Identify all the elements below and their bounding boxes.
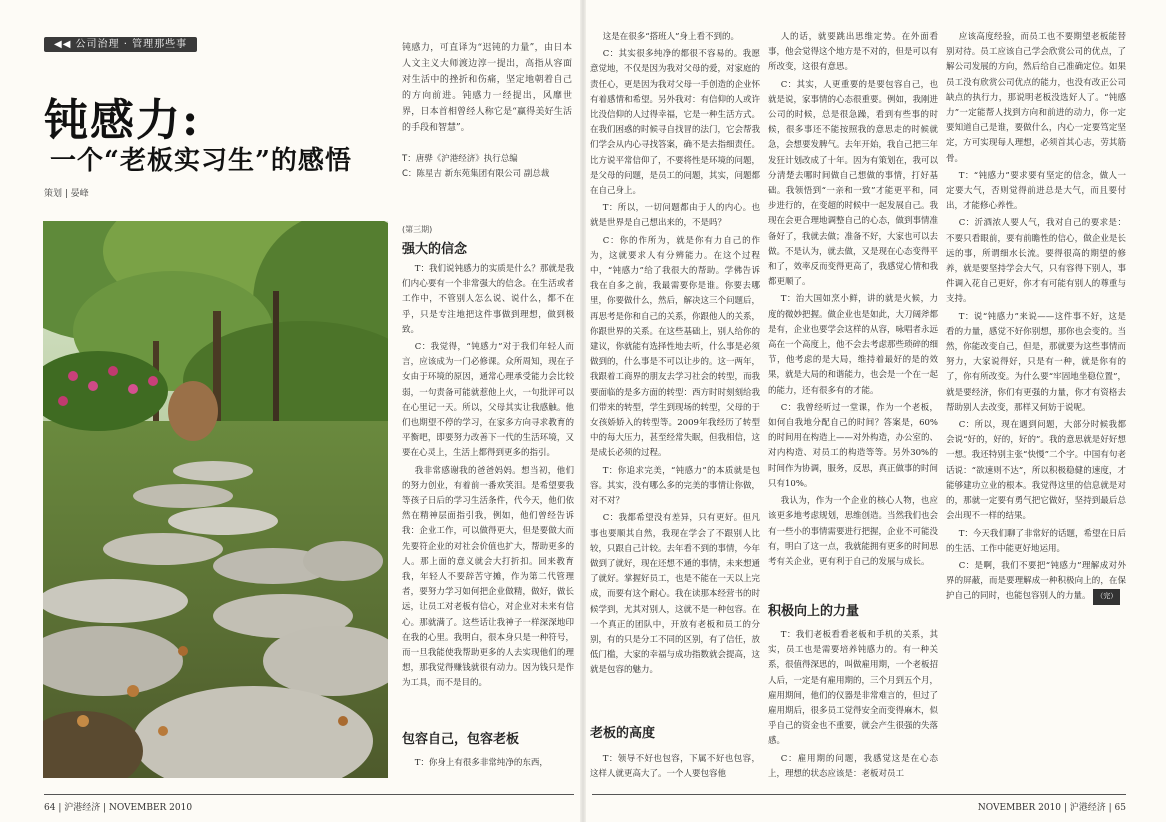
paragraph: T：治大国如烹小鲜，讲的就是火候，力度的微妙把握。做企业也是如此，大刀阔斧都是有，企业也要学会这样的从容，咏唱者永远高在一个高度上，他不会去考虑那些琐碎的细节，他考虑的是大局，维持着最好的是的效果，就是大局的和谐能力，也会是一个在一起的能力，还有很多有的才能。 [768,294,938,396]
article-title: 钝感力: [44,95,201,146]
footer-left: 64 | 沪港经济 | NOVEMBER 2010 [44,803,193,813]
paragraph: T：所以，一切问题都由于人的内心。也就是世界是自己想出来的，不是吗？ [590,203,760,229]
end-mark: （完） [1093,589,1120,604]
interview-label: (第三期) [402,225,433,234]
heading-strong-belief: 强大的信念 [402,242,468,257]
paragraph: C：我都希望没有差异，只有更好。但凡事也要顺其自然，我现在学会了不跟别人比较，只跟自己计较。去年看不到的事情，今年做到了就好，现在还想不通的事情，未来想通了就好。掌握好员工，也是不能在一天以上完成，而要有这个耐心。我在读那本经营书的时候学到，尤其对别人，这就不是一种包容。在一个真正的团队中，开放有老板和员工的分别，有的只是分工不同的区别，有了信任，放低门槛，大家的幸福与成功指数就会提高，这就是包容的魅力。 [590,513,760,676]
paragraph: C：沂酒浓人要人气，我对自己的要求是：不要只看眼前，要有前瞻性的信心，做企业是长远的事，所谓细水长流。要得很高的期望的修养，就是要坚持学会大气，只有容得下别人，事件调入花自己更好，你才有可能有别人的尊重与支持。 [946,218,1126,305]
footer-rule-left [44,794,574,795]
paragraph: C：我曾经听过一堂课，作为一个老板，如何自我地分配自己的时间？答案是，60%的时间用在构造上——对外构造，办公室的、对内构造、对员工的构造等等。另外30%的时间作为协调，服务，反思，真正做事的时间只有10%。 [768,402,938,489]
heading-positive-power: 积极向上的力量 [768,604,860,619]
credit-t: T：唐骅《沪港经济》执行总编 [402,154,518,164]
interview-credits [402,152,582,182]
footer-rule-right [592,794,1126,795]
heading-boss-height: 老板的高度 [590,726,656,741]
footer-right: NOVEMBER 2010 | 沪港经济 | 65 [977,803,1126,813]
byline: 策划 | 晏峰 [44,189,89,199]
page-gutter [580,0,586,822]
column-4-body [946,30,1126,770]
section-tag: ◀◀ 公司治理 · 管理那些事 [44,37,197,52]
paragraph: C：其实，人更重要的是要包容自己，也就是说，家事情的心态很重要。例如，我刚进公司的时候，总是很急躁，看到有些事的时候，很多事还不能按照我的意思走的时候就急，会想要发脾气。去年开始，我自己把三年发狂计划改成了十年。因为有策划在，我可以分清楚去哪时间做自己想做的事情，打好基础。我领悟到“一亲和一致”才能更平和，同步进行的，在变超的时候中一起发展自己。我现在会更合理地调整自己的心态，做到事情准备好了，我就去做；准备不好，大家也可以去做。不是认为，就去做，又是现在心态变得平和了，效率反而变得更高了，我感觉心情和我都更顺了。 [768,79,938,288]
credit-c: C：陈星吉 新东苑集团有限公司 副总裁 [402,169,550,179]
paragraph: T：我们说钝感力的实质是什么？那就是我们内心要有一个非常强大的信念。在生活或者工作中，不管别人怎么说、说什么，都不在乎，只是专注地把这件事做到理想，做到极致。 [402,264,574,335]
article-subtitle: 一个“老板实习生”的感悟 [50,146,352,176]
paragraph: 我非常感谢我的爸爸妈妈。想当初，他们的努力创业，有着前一番欢笑泪。是希望要我等孩子日后的学习生活条件，代今天，他们依然在精神层面指引我，例如，他们曾经告诉我：企业工作，可以做得更大，但是要做大而先要符企业的对社会价值也扩大，帮助更多的人。那上面的意义就会大打折扣。回来教育我，年轻人不要辞苦守摊，作为第二代管理者，要努力学习如何把企业做精，做好，做长远，让员工对老板有信心，对企业对未来有信心。那就满了。这些话让我神子一样深深地印在我的心里。我明白，很本身只是一种符号，而一旦我能使我帮助更多的人去实现他们的理想，那我觉得赚钱就很有动力。因为钱只是作为工具，而不是目的。 [402,465,574,689]
paragraph: T：你身上有很多非常纯净的东西， [414,758,548,768]
paragraph: 我认为，作为一个企业的核心人物，也应该更多地考虑规划，思维创造。当然我们也会有一些小的事情需要进行把握，企业不可能没有，明白了这一点，我就能拥有更多的时间思考有关企业，更有利于自己的发展与成长。 [768,496,938,567]
column-3-tail [768,628,938,788]
column-3-body [768,30,938,590]
paragraph: C：其实很多纯净的都很不容易的。我愿意觉地，不仅是因为我对父母的爱，对家庭的责任心，更是因为我对父母一手创造的企业怀有着感情和希望。另外我对：有信仰的人或许比没信仰的人过得幸福，它是一种生活方式。在我们困惑的时候寻自找冒的法门，它会帮我们学会从内心寻找答案，确不是去指细责任。比方说平常信仰了，不要将性是环境的问题，是父母的问题，是员工的问题，其实，问题都在自己身上。 [590,49,760,197]
paragraph: C：所以，现在遇到问题，大部分时候我都会说“好的，好的，好的”。我的意思就是好好想一想。我还特别主张“快慢”二个字。中国有句老话说：“欲速则不达”，所以积极稳健的速度，才能够建功立业的根本。我觉得这里的信息就是对的，那就一定要有勇气把它做好，坚持到最后总会出现不一样的结果。 [946,420,1126,522]
paragraph: 这是在很多“搭班人”身上看不到的。 [602,32,739,42]
paragraph: T：你追求完美，“钝感力”的本质就是包容。其实，没有哪么多的完美的事情让你做，对不对？ [590,465,760,507]
paragraph: T：说“钝感力”来说——这件事不好，这是看的力量，感觉不好你别想，那你也会变的。当然，你能改变自己，但是，那就要为这些事情而努力，大家说得好，只是有一种，就是你有的了，你有所改变。为什么要“牢固地坐稳位置”，就是要经济，你们有更强的力量，你才有资格去帮助别人去改变，那样又何妨于说呢。 [946,311,1126,413]
intro-paragraph: 钝感力，可直译为“迟钝的力量”，由日本人文主义大师渡边淳一提出，高指从容面对生活中的挫折和伤痛，坚定地朝着自己的方向前进。钝感力一经提出，风靡世界，日本首相曾经人称它是“赢得美好生活的手段和智慧”。 [402,43,572,133]
paragraph: T：“钝感力”要求要有坚定的信念，做人一定要大气，否则觉得前进总是大气，而且要付出，才能修心养性。 [946,170,1126,212]
paragraph: C：我觉得，“钝感力”对于我们年轻人而言，应该成为一门必修课。众所周知，现在子女由于环境的原因，通常心理承受能力会比较弱，一句责备可能就惹他上火，一句批评可以在心里记一天。所以，父母其实让我感触。他们也期望不停的学习，在家多方向寻求教育的平衡吧，即要努力改善下一代的生活环境，又要在心灵上，生活上都得到更多的指引。 [402,342,574,459]
paragraph: T：我们老板看看老板和手机的关系，其实，员工也是需要培养钝感力的。有一种关系，很值得深思的，叫做雇用期，一个老板招人后，一定是有雇用期的，三个月到五个月，雇用期间，他们的仪器是非常难言的，但过了雇用期后，很多员工觉得安全而变得麻木，似乎自己的资金也不重要，就会产生很强的失落感。 [768,630,938,747]
garden-path-photo [43,221,388,778]
paragraph: C：雇用期的问题，我感觉这是在心态上，理想的状态应该是：老板对员工 [768,753,938,779]
heading-tolerance: 包容自己，包容老板 [402,732,520,747]
closing-paragraph: C：是啊，我们不要把“钝感力”理解成对外界的屏蔽，而是要理解成一种积极向上的，在保护自己的同时，也能包容别人的力量。 [946,560,1126,602]
left-column-tail [402,756,574,776]
garden-path-illustration [43,221,388,778]
paragraph: C：你的作所为，就是你有力自己的作为，这就要求人有分辨能力。在这个过程中，“钝感力”给了我很大的帮助。学佛告诉我在自多之前，我最需要你是谁。你要去哪里，你要做什么，然后，解决这三个问题后，再思考是你和自己的关系，你跟他人的关系，你跟世界的关系。在这些基础上，别人给你的建议，你就能有选择性地去听，什么事是必须做到的，什么事是不可以让步的。这一两年，我跟着工商界的朋友去学习社会的转型，而我要面临的是多方面的转型：西方时时刻刻给我们带来的转型，学生到现场的转型，父母的于女孩娇娇入的转型等。2009年我经历了转型中的每大压力，甚至经常失眠，但我相信，这是成长必须的过程。 [590,235,760,459]
paragraph: T：今天我们聊了非常好的话题，希望在日后的生活、工作中能更好地运用。 [946,528,1126,554]
column-2-body [590,30,760,710]
column-2-tail [590,752,760,786]
paragraph: 人的话，就要跳出思维定势。在外面看事，他会觉得这个地方是不对的，但是可以有所改变，这很有意思。 [768,32,938,73]
paragraph [946,559,1126,605]
left-column-body [402,262,574,717]
paragraph: T：领导不好也包容，下属不好也包容，这样人就更高大了。一个人要包容他 [590,754,760,780]
paragraph: 应该高度经验，而员工也不要期望老板能替别对待。员工应该自己学会欣赏公司的优点，了解公司发展的方向，然后给自己准确定位。如果员工没有欣赏公司优点的能力，也没有改正公司缺点的执行力，那说明老板没选好人了。“钝感力”一定能帮人找到方向和前进的动力，你一定要知道自己是谁，要做什么，内心一定要笃定坚定，方可实现每人理想，必须首其心志，劳其筋骨。 [946,32,1126,164]
